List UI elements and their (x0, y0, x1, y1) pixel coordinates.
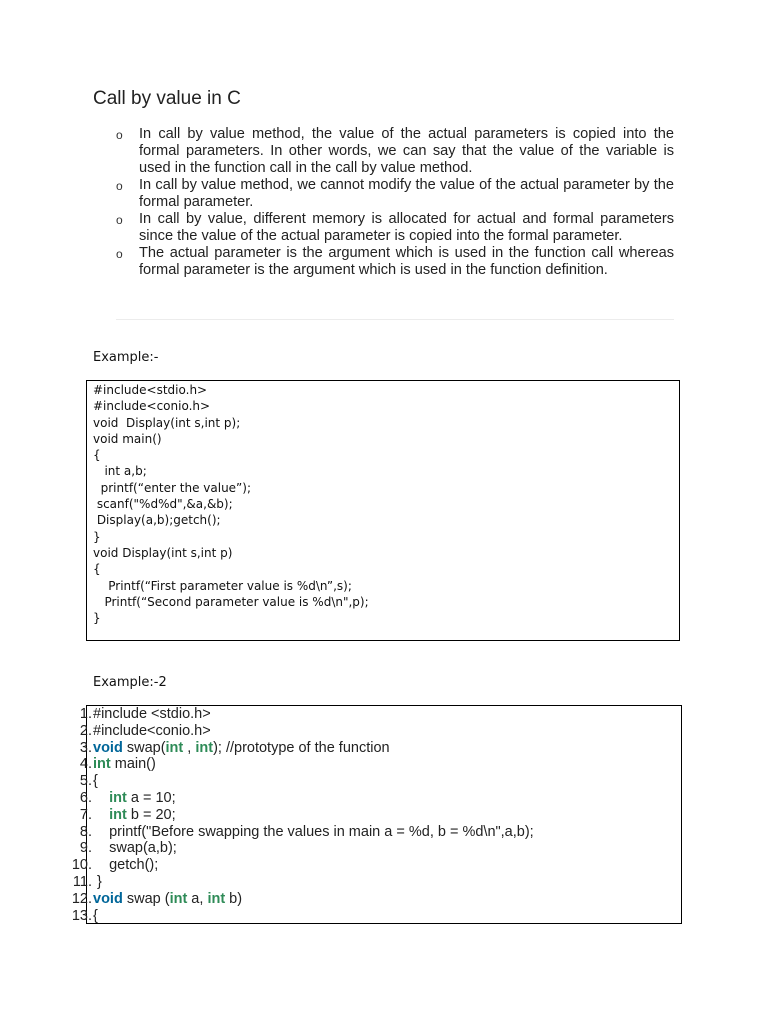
keyword-int: int (93, 756, 111, 773)
code-fragment: swap( (122, 739, 166, 756)
code-line: Display(a,b);getch(); (93, 513, 221, 528)
code-text (93, 723, 211, 740)
code-fragment: printf("Before swapping the values in main a = %d, b = %d\n",a,b); (93, 823, 534, 840)
code-fragment: swap(a,b); (93, 840, 177, 857)
bullet-item (116, 126, 674, 177)
code-line: void Display(int s,int p) (93, 545, 233, 560)
code-text (93, 824, 534, 841)
bullet-marker: o (116, 179, 123, 193)
numbered-code-line (60, 824, 680, 841)
bullet-item (116, 245, 674, 279)
numbered-code-line (60, 790, 680, 807)
numbered-code-line (60, 807, 680, 824)
code-line: #include<conio.h> (93, 399, 211, 414)
code-text (93, 773, 98, 790)
code-fragment: , (183, 739, 196, 756)
code-line: } (93, 611, 101, 626)
numbered-code-line (60, 723, 680, 740)
line-number: 8. (79, 823, 92, 840)
code-fragment: } (93, 873, 102, 890)
keyword-void: void (93, 739, 123, 756)
code-text (93, 840, 177, 857)
keyword-int: int (207, 890, 226, 907)
numbered-code-line (60, 840, 680, 857)
code-fragment: #include<conio.h> (93, 722, 211, 739)
code-fragment: b) (225, 890, 243, 907)
code-text (93, 874, 102, 891)
bullet-text: In call by value, different memory is allocated for actual and formal parameters since the value of the actual parameter is copied into the formal parameter. (139, 211, 674, 244)
numbered-code-line (60, 706, 680, 723)
numbered-code-line (60, 756, 680, 773)
code-line: printf(“enter the value”); (93, 480, 251, 495)
line-number: 9. (79, 840, 92, 857)
bullet-marker: o (116, 247, 123, 261)
bullet-text: In call by value method, we cannot modify the value of the actual parameter by the formal parameter. (139, 177, 674, 210)
line-number: 3. (79, 739, 92, 756)
example1-code-box (86, 380, 680, 641)
code-text (93, 790, 176, 807)
code-text (93, 740, 390, 757)
page-title: Call by value in C (93, 88, 241, 109)
code-line: { (93, 448, 101, 463)
code-fragment: getch(); (93, 857, 159, 874)
line-number: 1. (79, 706, 92, 722)
code-fragment (93, 807, 109, 823)
code-line: Printf(“Second parameter value is %d\n",p); (93, 594, 369, 609)
example1-label: Example:- (93, 350, 159, 365)
code-fragment: b = 20; (126, 806, 176, 823)
code-text (93, 706, 211, 723)
numbered-code-line (60, 891, 680, 908)
bullet-text: The actual parameter is the argument which is used in the function call whereas formal parameter is the argument which is used in the function definition. (139, 245, 674, 278)
bullet-item (116, 177, 674, 211)
keyword-int: int (169, 890, 188, 907)
code-line: void Display(int s,int p); (93, 415, 241, 430)
code-text (93, 908, 98, 925)
code-fragment: swap ( (122, 890, 170, 907)
line-number: 4. (79, 756, 92, 773)
bullet-list (116, 126, 674, 279)
example2-label: Example:-2 (93, 675, 167, 690)
line-number: 13. (71, 907, 92, 924)
code-line: int a,b; (93, 464, 147, 479)
code-line: { (93, 562, 101, 577)
code-fragment: main() (110, 756, 156, 773)
divider (116, 319, 674, 320)
code-line: scanf("%d%d",&a,&b); (93, 497, 233, 512)
bullet-marker: o (116, 213, 123, 227)
code-fragment: ); //prototype of the function (213, 739, 390, 756)
code-fragment: { (93, 773, 98, 790)
line-number: 5. (79, 773, 92, 790)
line-number: 6. (79, 789, 92, 806)
line-number: 2. (79, 722, 92, 739)
code-text (93, 756, 156, 773)
keyword-int: int (109, 789, 127, 806)
numbered-code-line (60, 773, 680, 790)
code-fragment: { (93, 907, 98, 924)
line-number: 12. (71, 890, 92, 907)
keyword-int: int (195, 739, 214, 756)
keyword-int: int (109, 806, 127, 823)
keyword-void: void (93, 890, 123, 907)
numbered-code-line (60, 740, 680, 757)
code-line: void main() (93, 431, 162, 446)
code-fragment (93, 790, 109, 806)
bullet-marker: o (116, 128, 123, 142)
keyword-int: int (165, 739, 184, 756)
code-text (93, 807, 176, 824)
line-number: 11. (72, 873, 92, 890)
line-number: 7. (79, 806, 92, 823)
code-line: Printf(“First parameter value is %d\n”,s); (93, 578, 352, 593)
code-fragment: a, (187, 890, 208, 907)
numbered-code-line (60, 857, 680, 874)
code-line: } (93, 529, 101, 544)
code-fragment: a = 10; (126, 789, 176, 806)
bullet-item (116, 211, 674, 245)
bullet-text: In call by value method, the value of the actual parameters is copied into the formal parameters. In other words, we can say that the value of the variable is used in the function call in the call by value method. (139, 126, 674, 176)
code-fragment: #include <stdio.h> (93, 706, 211, 722)
line-number: 10. (71, 857, 92, 874)
code-line: #include<stdio.h> (93, 383, 208, 397)
numbered-code-line (60, 874, 680, 891)
example2-code (60, 706, 680, 924)
code-text (93, 857, 158, 874)
code-text (93, 891, 242, 908)
numbered-code-line (60, 908, 680, 925)
